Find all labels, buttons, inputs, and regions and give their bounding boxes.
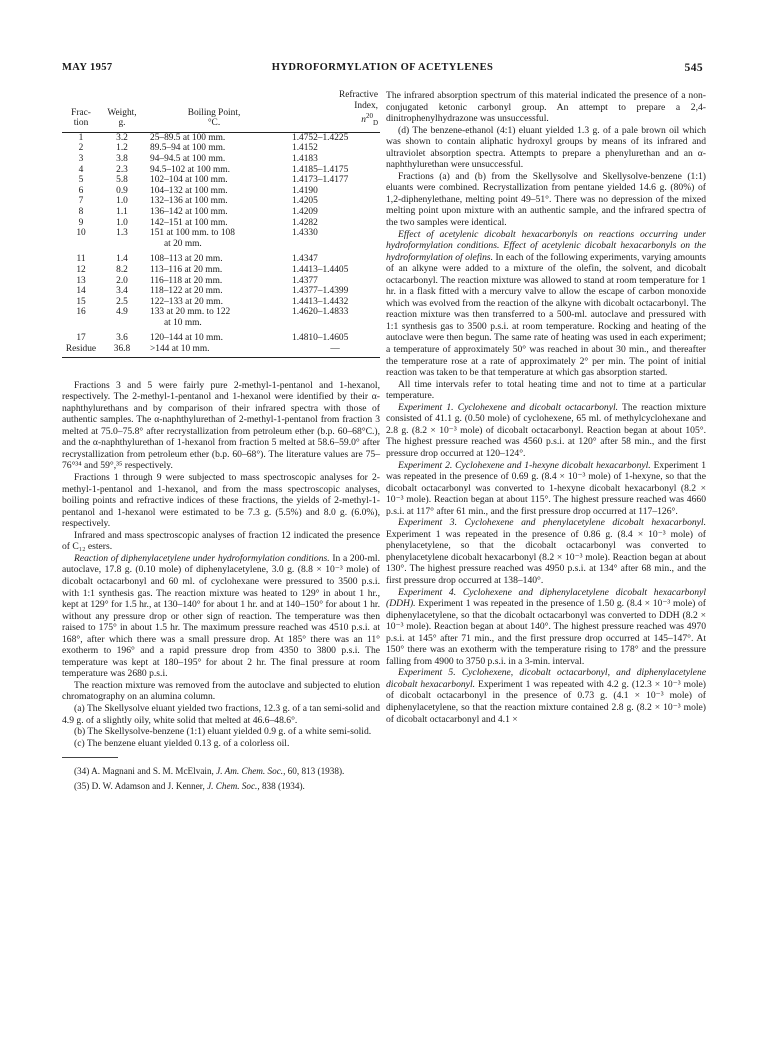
cell-fraction-text: 6: [78, 185, 84, 196]
cell-weight: [100, 249, 144, 265]
table-row: [62, 165, 380, 176]
paragraph-recrystallization: Fractions (a) and (b) from the Skellysolve and Skellysolve-benzene (1:1) eluants were combined. Recrystallization from pentane yielded 14.6 g. (80%) of 1,2-diphenylethane, melting point 49–51°. There was no depression of the mixed melting point upon mixture with an authentic sample, and the infrared spectra of the two samples were identical.: [386, 170, 706, 229]
cell-fraction-text: 9: [78, 217, 84, 228]
cell-weight: [100, 165, 144, 176]
cell-fraction: [62, 207, 100, 218]
cell-weight-text: 4.9: [116, 307, 128, 318]
cell-weight: [100, 207, 144, 218]
cell-refractive-index-text: 1.4413–1.4432: [292, 296, 349, 307]
cell-fraction: [62, 297, 100, 308]
table-row: [62, 307, 380, 328]
col-header-weight: Weight, g.: [100, 90, 144, 132]
experiment-1-body: The reaction mixture consisted of 41.1 g. (0.50 mole) of cyclohexene, 65 ml. of methylcyclohexane and 2.8 g. (8.2 × 10⁻³ mole) of dicobalt octacarbonyl. Reaction began at about 105°. The highest pressure reached was 4560 p.s.i. at 120° after 58 min., and the first pressure drop occurred at 120–124°.: [386, 401, 707, 459]
experiment-4-body: Experiment 1 was repeated in the presence of 1.50 g. (8.4 × 10⁻³ mole) of diphenylacetylene, so that the dicobalt octacarbonyl was converted to DDH (8.2 × 10⁻³ mole). Reaction began at about 140°. The highest pressure reached was 4970 p.s.i. at 145° after 71 min., and the first pressure drop occurred at 145–147°. At 150° there was an exotherm with the temperature rising to 178° and the pressure falling from 4900 to 3750 p.s.i. in a 3-min. interval.: [386, 598, 706, 667]
table-row: [62, 328, 380, 344]
cell-refractive-index-text: 1.4190: [292, 185, 318, 196]
cell-refractive-index: [284, 207, 380, 218]
paragraph-diphenylacetylene-reaction: [62, 553, 380, 680]
cell-boiling-point-text: 102–104 at 100 mm.: [150, 175, 228, 186]
cell-boiling-point: [144, 218, 284, 229]
cell-weight: [100, 276, 144, 287]
cell-fraction: [62, 154, 100, 165]
table-row: [62, 186, 380, 197]
table-row: [62, 344, 380, 357]
col-header-fraction: Frac- tion: [62, 90, 100, 132]
cell-weight-text: 2.3: [116, 164, 128, 175]
cell-refractive-index-text: 1.4377: [292, 275, 318, 286]
cell-fraction: [62, 344, 100, 357]
cell-weight-text: 2.5: [116, 296, 128, 307]
cell-fraction-text: 10: [76, 228, 86, 239]
cell-refractive-index-text: 1.4183: [292, 153, 318, 164]
cell-weight-text: 1.0: [116, 196, 128, 207]
cell-boiling-point: [144, 307, 284, 328]
cell-fraction: [62, 276, 100, 287]
cell-refractive-index-text: 1.4377–1.4399: [292, 286, 349, 297]
cell-refractive-index: [284, 186, 380, 197]
cell-boiling-point-text: >144 at 10 mm.: [150, 344, 210, 355]
cell-weight: [100, 175, 144, 186]
table-row: [62, 132, 380, 143]
cell-boiling-point-text: 104–132 at 100 mm.: [150, 185, 228, 196]
paragraph-eluant-b: (b) The Skellysolve-benzene (1:1) eluant yielded 0.9 g. of a white semi-solid.: [74, 726, 372, 738]
experiment-5-title: Experiment 5. Cyclohexene, dicobalt octacarbonyl, and diphenylacetylene dicobalt hexacarbonyl.: [386, 667, 706, 690]
cell-fraction: [62, 249, 100, 265]
cell-weight-text: 3.2: [116, 132, 128, 143]
paragraph-experiment-5: [386, 667, 706, 725]
paragraph-experiment-4: [386, 587, 706, 668]
cell-boiling-point: [144, 175, 284, 186]
cell-weight-text: 1.2: [116, 143, 128, 154]
cell-refractive-index: [284, 276, 380, 287]
cell-fraction: [62, 218, 100, 229]
cell-boiling-point-text: 132–136 at 100 mm.: [150, 196, 228, 207]
cell-weight: [100, 265, 144, 276]
left-column: [62, 90, 380, 796]
cell-boiling-point-text: 25–89.5 at 100 mm.: [150, 132, 226, 143]
experiment-2-body: Experiment 1 was repeated in the presence of 0.69 g. (8.4 × 10⁻³ mole) of 1-hexyne, so that the dicobalt octacarbonyl was converted to 1-hexyne dicobalt hexacarbonyl (8.2 × 10⁻³ mole). Reaction began at about 115°. The highest pressure reached was 4660 p.s.i. at 117° after 61 min., and the first pressure drop occurred at 117–126°.: [386, 459, 706, 517]
cell-fraction: [62, 286, 100, 297]
cell-boiling-point: [144, 286, 284, 297]
cell-refractive-index-text: 1.4752–1.4225: [292, 132, 349, 143]
cell-weight: [100, 218, 144, 229]
reference-34: [62, 766, 380, 777]
cell-weight-text: 3.4: [116, 286, 128, 297]
cell-refractive-index-text: 1.4152: [292, 143, 318, 154]
experiment-1-title: Experiment 1. Cyclohexene and dicobalt octacarbonyl.: [398, 401, 619, 413]
page-number: 545: [684, 62, 703, 74]
cell-refractive-index: [284, 249, 380, 265]
cell-refractive-index: [284, 196, 380, 207]
cell-refractive-index: [284, 297, 380, 308]
footnote-divider: [62, 757, 118, 758]
cell-refractive-index: [284, 175, 380, 186]
cell-boiling-point-text: 94.5–102 at 100 mm.: [150, 164, 230, 175]
cell-boiling-point-text: 118–122 at 20 mm.: [150, 286, 223, 297]
cell-weight-text: 5.8: [116, 175, 128, 186]
ref34-citation: 60, 813 (1938).: [285, 766, 345, 777]
cell-weight: [100, 186, 144, 197]
table-header-row: [62, 90, 380, 132]
table-row: [62, 207, 380, 218]
paragraph-eluant-d: (d) The benzene-ethanol (4:1) eluant yielded 1.3 g. of a pale brown oil which was shown to contain aliphatic hydroxyl groups by means of its infrared and ultraviolet absorption spectra. Attempts to prepare a phenylurethan and an α-naphthylurethan were unsuccessful.: [386, 124, 706, 171]
reference-35: [62, 781, 380, 792]
cell-boiling-point-text: 113–116 at 20 mm.: [150, 264, 223, 275]
cell-refractive-index-text: 1.4810–1.4605: [292, 333, 349, 344]
cell-weight: [100, 154, 144, 165]
cell-refractive-index-text: 1.4173–1.4177: [292, 175, 349, 186]
cell-weight-text: 3.6: [116, 333, 128, 344]
cell-fraction-text: 2: [78, 143, 84, 154]
cell-weight-text: 0.9: [116, 185, 128, 196]
cell-weight-text: 8.2: [116, 264, 128, 275]
ref34-journal: J. Am. Chem. Soc.,: [216, 766, 286, 777]
cell-refractive-index: [284, 132, 380, 143]
col-header-refractive-index: Refractive Index, $n^{20}_D$: [284, 90, 380, 132]
cell-boiling-point-text: 122–133 at 20 mm.: [150, 296, 223, 307]
cell-fraction-text: 5: [78, 175, 84, 186]
cell-refractive-index: [284, 154, 380, 165]
cell-boiling-point: [144, 228, 284, 249]
cell-refractive-index-text: 1.4205: [292, 196, 318, 207]
cell-weight: [100, 307, 144, 328]
cell-fraction-text: 7: [78, 196, 84, 207]
paragraph-infrared: The infrared absorption spectrum of this material indicated the presence of a non-conjugated ketonic carbonyl group. An attempt to prepare a 2,4-dinitrophenylhydrazone was unsuccessful.: [386, 90, 706, 125]
table-row: [62, 265, 380, 276]
cell-fraction-text: 4: [78, 164, 84, 175]
cell-boiling-point: [144, 276, 284, 287]
cell-boiling-point: [144, 328, 284, 344]
paragraph-eluant-c: (c) The benzene eluant yielded 0.13 g. of a colorless oil.: [74, 737, 290, 749]
right-column: [386, 90, 706, 725]
experiment-4-title: Experiment 4. Cyclohexene and diphenylacetylene dicobalt hexacarbonyl (DDH).: [386, 586, 706, 610]
cell-boiling-point: [144, 344, 284, 357]
cell-boiling-point: [144, 132, 284, 143]
paragraph-acetylenic-effect: [386, 229, 706, 379]
table-row: [62, 175, 380, 186]
cell-refractive-index: [284, 328, 380, 344]
table-row: [62, 297, 380, 308]
cell-weight: [100, 132, 144, 143]
ref34-authors: (34) A. Magnani and S. M. McElvain,: [74, 766, 217, 777]
table-body: [62, 132, 380, 357]
cell-fraction: [62, 132, 100, 143]
cell-weight: [100, 328, 144, 344]
cell-fraction-text: 14: [76, 286, 86, 297]
cell-boiling-point-continued: at 10 mm.: [164, 317, 202, 328]
ref35-citation: 838 (1934).: [259, 781, 305, 792]
cell-fraction-text: 13: [76, 275, 86, 286]
cell-refractive-index: [284, 307, 380, 328]
fraction-table: [62, 90, 380, 358]
paragraph-chromatography: The reaction mixture was removed from the autoclave and subjected to elution chromatography on an alumina column.: [62, 679, 380, 703]
cell-boiling-point: [144, 196, 284, 207]
paragraph-experiment-3: [386, 517, 706, 586]
cell-fraction-text: 12: [76, 264, 86, 275]
section-title-diphenylacetylene: Reaction of diphenylacetylene under hydroformylation conditions.: [74, 552, 330, 564]
table-row: [62, 249, 380, 265]
cell-fraction: [62, 165, 100, 176]
cell-weight-text: 1.1: [116, 206, 128, 217]
cell-boiling-point-text: 120–144 at 10 mm.: [150, 333, 223, 344]
experiment-5-body: Experiment 1 was repeated with 4.2 g. (12.3 × 10⁻³ mole) of dicobalt octacarbonyl in the presence of 0.73 g. (4.1 × 10⁻³ mole) of diphenylacetylene, so that the reaction mixture contained 2.8 g. (8.2 × 10⁻³ mole) of dicobalt octacarbonyl and 4.1 ×: [386, 678, 706, 725]
table-row: [62, 196, 380, 207]
cell-weight: [100, 196, 144, 207]
cell-refractive-index-text: 1.4330: [292, 228, 318, 239]
cell-refractive-index: [284, 218, 380, 229]
cell-weight-text: 1.4: [116, 254, 128, 265]
cell-refractive-index-text: 1.4620–1.4833: [292, 307, 349, 318]
cell-boiling-point-text: 94–94.5 at 100 mm.: [150, 153, 226, 164]
cell-weight-text: 36.8: [113, 344, 131, 355]
table-row: [62, 154, 380, 165]
cell-refractive-index-text: 1.4413–1.4405: [292, 264, 349, 275]
cell-boiling-point: [144, 143, 284, 154]
cell-refractive-index-text: 1.4185–1.4175: [292, 164, 349, 175]
experiment-3-body: Experiment 1 was repeated in the presence of 0.86 g. (8.4 × 10⁻³ mole) of phenylacetylene, so that the dicobalt octacarbonyl was converted to phenylacetylene dicobalt hexacarbonyl (8.2 × 10⁻³ mole). Reaction began at about 130°. The highest pressure reached was 4950 p.s.i. at 134° after 68 min., and the first pressure drop occurred at 138–140°.: [386, 528, 706, 586]
cell-boiling-point: [144, 297, 284, 308]
cell-boiling-point-text: 116–118 at 20 mm.: [150, 275, 223, 286]
cell-fraction: [62, 175, 100, 186]
col-header-boiling-point: Boiling Point, °C.: [144, 90, 284, 132]
ref35-authors: (35) D. W. Adamson and J. Kenner,: [74, 781, 208, 792]
cell-fraction: [62, 228, 100, 249]
cell-refractive-index: [284, 165, 380, 176]
cell-fraction: [62, 196, 100, 207]
cell-weight: [100, 143, 144, 154]
ref35-journal: J. Chem. Soc.,: [207, 781, 260, 792]
table-row: [62, 286, 380, 297]
cell-refractive-index: [284, 265, 380, 276]
cell-fraction: [62, 265, 100, 276]
cell-boiling-point-text: 89.5–94 at 100 mm.: [150, 143, 226, 154]
cell-refractive-index-text: 1.4209: [292, 206, 318, 217]
cell-fraction-text: 3: [78, 153, 84, 164]
paragraph-identification: Fractions 3 and 5 were fairly pure 2-methyl-1-pentanol and 1-hexanol, respectively. The 2-methyl-1-pentanol and 1-hexanol were identified by their α-naphthylurethans and by comparison of their infrared spectra with those of authentic samples. The α-naphthylurethan of 2-methyl-1-pentanol from fraction 3 melted at 75.0–75.8° after recrystallization from petroleum ether (b.p. 60–68°C.), and the α-naphthylurethan of 1-hexanol from fraction 5 melted at 58.6–59.0° after recrystallization from petroleum ether (b.p. 60–68°). The literature values are 75–76°³⁴ and 59°,³⁵ respectively.: [62, 379, 380, 472]
cell-boiling-point: [144, 186, 284, 197]
cell-fraction-text: 8: [78, 206, 84, 217]
cell-weight-text: 2.0: [116, 275, 128, 286]
cell-fraction: [62, 328, 100, 344]
cell-fraction-text: 11: [76, 254, 86, 265]
cell-fraction: [62, 307, 100, 328]
cell-refractive-index-text: 1.4282: [292, 217, 318, 228]
cell-weight-text: 1.0: [116, 217, 128, 228]
cell-fraction-text: 15: [76, 296, 86, 307]
cell-boiling-point: [144, 207, 284, 218]
cell-boiling-point-text: 151 at 100 mm. to 108: [150, 228, 235, 239]
running-head: [62, 62, 703, 76]
cell-weight: [100, 228, 144, 249]
cell-fraction-text: Residue: [65, 344, 97, 355]
cell-fraction: [62, 186, 100, 197]
cell-boiling-point-text: 133 at 20 mm. to 122: [150, 307, 231, 318]
table-row: [62, 143, 380, 154]
cell-weight-text: 1.3: [116, 228, 128, 239]
paragraph-acetylenic-effect-body: In each of the following experiments, varying amounts of an alkyne were added to a mixture of the olefin, the solvent, and dicobalt octacarbonyl. The reaction mixture was allowed to stand at room temperature for 1 hr. in a flask fitted with a mercury valve to allow the escape of carbon monoxide which was evolved from the reaction of the alkyne with dicobalt octacarbonyl. The reaction mixture was then transferred to a 500-ml. autoclave and pressured with 1:1 synthesis gas to 3500 p.s.i. at room temperature. Rocking and heating of the autoclave were then begun. The same rate of heating was used in each experiment; a temperature of approximately 50° was reached in about 30 min., and thereafter the temperature rose at a rate of approximately 2° per min. The point of initial reaction was taken to be that temperature at which gas absorption started.: [386, 251, 706, 379]
paragraph-fraction-12: Infrared and mass spectroscopic analyses of fraction 12 indicated the presence of C₁₂ esters.: [62, 529, 380, 553]
cell-fraction: [62, 143, 100, 154]
cell-weight: [100, 286, 144, 297]
cell-refractive-index-text: 1.4347: [292, 254, 318, 265]
paragraph-experiment-2: [386, 460, 706, 518]
cell-fraction-text: 1: [78, 132, 84, 143]
paragraph-diphenylacetylene-body: In a 200-ml. autoclave, 17.8 g. (0.10 mole) of diphenylacetylene, 3.0 g. (8.8 × 10⁻³ mole) of dicobalt octacarbonyl and 60 ml. of cyclohexane were pressured to 3500 p.s.i. with 1:1 synthesis gas. The reaction mixture was heated to 129° in about 1 hr., kept at 129° for 1.5 hr., at 130–140° for about 1 hr. and at 140–150° for about 1 hr. without any pressure drop or other sign of reaction. The temperature was then raised to 175° in about 1.5 hr. The maximum pressure reached was 4510 p.s.i. at 168°, after which there was a small pressure drop. At 185° there was an 11° exotherm to 196° and a rapid pressure drop from 4350 to 3800 p.s.i. The temperature was kept at 180–195° for about 2 hr. The final pressure at room temperature was 2680 p.s.i.: [62, 552, 380, 680]
cell-boiling-point: [144, 249, 284, 265]
cell-refractive-index-text: —: [330, 344, 340, 355]
paragraph-eluant-a: (a) The Skellysolve eluant yielded two fractions, 12.3 g. of a tan semi-solid and 4.9 g. of a slightly oily, white solid that melted at 46.6–48.6°.: [62, 702, 380, 726]
cell-weight: [100, 297, 144, 308]
cell-boiling-point: [144, 265, 284, 276]
experiment-2-title: Experiment 2. Cyclohexene and 1-hexyne dicobalt hexacarbonyl.: [398, 459, 651, 471]
cell-boiling-point-continued: at 20 mm.: [164, 238, 202, 249]
table-row: [62, 228, 380, 249]
cell-weight-text: 3.8: [116, 153, 128, 164]
cell-boiling-point-text: 142–151 at 100 mm.: [150, 217, 228, 228]
cell-refractive-index: [284, 143, 380, 154]
paragraph-time-intervals: All time intervals refer to total heating time and not to time at a particular temperature.: [386, 378, 706, 402]
table-row: [62, 276, 380, 287]
cell-boiling-point: [144, 165, 284, 176]
cell-fraction-text: 16: [76, 307, 86, 318]
cell-refractive-index: [284, 286, 380, 297]
cell-weight: [100, 344, 144, 357]
cell-refractive-index: [284, 228, 380, 249]
cell-fraction-text: 17: [76, 333, 86, 344]
cell-boiling-point: [144, 154, 284, 165]
paragraph-mass-spec: Fractions 1 through 9 were subjected to mass spectroscopic analyses for 2-methyl-1-pentanol and 1-hexanol, and from the mass spectroscopic analyses, boiling points and refractive indices of these fractions, the yields of 2-methyl-1-pentanol and 1-hexanol were estimated to be 7.3 g. (5.5%) and 8.0 g. (6.0%), respectively.: [62, 472, 380, 530]
cell-refractive-index: [284, 344, 380, 357]
section-title-acetylenic-effect: Effect of acetylenic dicobalt hexacarbonyls on reactions occurring under hydroformylation conditions. Effect of acetylenic dicobalt hexacarbonyls on the hydroformylation of olefins.: [386, 228, 706, 263]
table-row: [62, 218, 380, 229]
cell-boiling-point-text: 108–113 at 20 mm.: [150, 254, 223, 265]
experiment-3-title: Experiment 3. Cyclohexene and phenylacetylene dicobalt hexacarbonyl.: [398, 517, 706, 529]
cell-boiling-point-text: 136–142 at 100 mm.: [150, 206, 228, 217]
paragraph-experiment-1: [386, 402, 706, 460]
issue-date: MAY 1957: [62, 62, 113, 73]
running-title: HYDROFORMYLATION OF ACETYLENES: [271, 62, 494, 73]
